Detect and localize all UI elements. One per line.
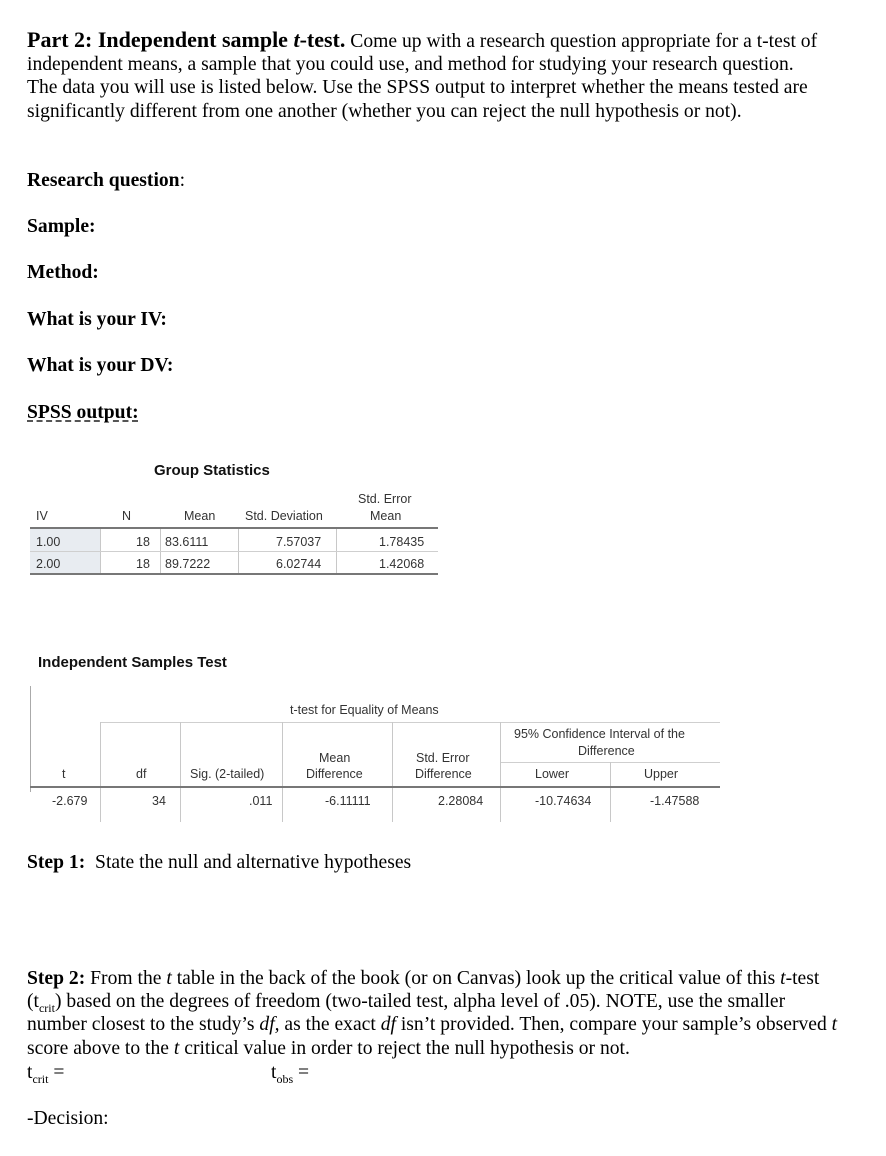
ist-row-upper: -1.47588: [650, 794, 700, 808]
ist-row-lower: -10.74634: [535, 794, 592, 808]
gs-row1-mean: 83.6111: [165, 535, 209, 549]
ist-header-upper: Upper: [644, 767, 679, 781]
step2-label: Step 2:: [27, 968, 86, 989]
gs-row2-iv: 2.00: [36, 557, 61, 571]
ist-row-df: 34: [152, 794, 166, 808]
ist-ci-header-1: 95% Confidence Interval of the: [514, 727, 685, 741]
gs-row1-n: 18: [136, 535, 150, 549]
ist-header-se-diff-1: Std. Error: [416, 751, 470, 765]
gs-header-n: N: [122, 509, 132, 523]
spss-output-label: SPSS output:: [27, 402, 139, 423]
t-obs-line: $t_{obs}$ =: [271, 1062, 310, 1086]
ist-header-mean-diff-2: Difference: [306, 767, 363, 781]
ist-row-mean-diff: -6.11111: [325, 794, 371, 808]
gs-header-std-dev: Std. Deviation: [245, 509, 323, 523]
gs-row2-std-error: 1.42068: [379, 557, 425, 571]
gs-header-mean: Mean: [184, 509, 216, 523]
ist-header-df: df: [136, 767, 147, 781]
step1-label: Step 1:: [27, 852, 86, 873]
gs-header-std-error-2: Mean: [370, 509, 402, 523]
ist-group-header: t-test for Equality of Means: [290, 703, 439, 717]
independent-samples-title: Independent Samples Test: [38, 654, 227, 671]
step1-text: State the null and alternative hypotheses: [85, 852, 412, 873]
part-title: Part 2: Independent sample t-test.: [27, 27, 346, 52]
gs-row2-std-dev: 6.02744: [276, 557, 322, 571]
ist-header-lower: Lower: [535, 767, 570, 781]
ist-row-sig: .011: [249, 794, 273, 808]
iv-label: What is your IV:: [27, 309, 167, 330]
gs-header-iv: IV: [36, 509, 48, 523]
ist-header-mean-diff-1: Mean: [319, 751, 351, 765]
gs-row1-std-error: 1.78435: [379, 535, 425, 549]
sample-label: Sample:: [27, 216, 96, 237]
gs-header-std-error-1: Std. Error: [358, 492, 412, 506]
dv-label: What is your DV:: [27, 355, 174, 376]
ist-header-se-diff-2: Difference: [415, 767, 472, 781]
gs-row2-n: 18: [136, 557, 150, 571]
ist-row-t: -2.679: [52, 794, 88, 808]
ist-header-sig: Sig. (2-tailed): [190, 767, 265, 781]
ist-row-se-diff: 2.28084: [438, 794, 484, 808]
research-question-label: Research question:: [27, 170, 186, 191]
t-crit-line: $t_{crit}$ =: [27, 1062, 65, 1086]
step1: [27, 851, 827, 874]
ist-ci-header-2: Difference: [578, 744, 635, 758]
gs-row1-iv: 1.00: [36, 535, 61, 549]
gs-row2-mean: 89.7222: [165, 557, 211, 571]
gs-row1-std-dev: 7.57037: [276, 535, 322, 549]
group-statistics-title: Group Statistics: [154, 462, 270, 479]
ist-header-t: t: [62, 767, 66, 781]
decision-label: -Decision:: [27, 1108, 109, 1129]
method-label: Method:: [27, 262, 99, 283]
step2: Step 2: From the t table in the back of the book (or on Canvas) look up the critical value of this t-test $(t_{crit})$ based on the degrees of freedom (two-tailed test, alpha level of .05). NOTE, use the smaller number closest to the study’s df, as the exact df isn’t provided. Then, compare your sample’s observed t score above to the t critical value in order to reject the null hypothesis or not.: [27, 968, 838, 1059]
intro-body: Come up with a research question appropriate for a t-test of independent means, a sample that you could use, and method for studying your research question. The data you will use is listed below. Use the SPSS output to interpret whether the means tested are significantly different from one another (whether you can reject the null hypothesis or not).: [27, 31, 818, 122]
